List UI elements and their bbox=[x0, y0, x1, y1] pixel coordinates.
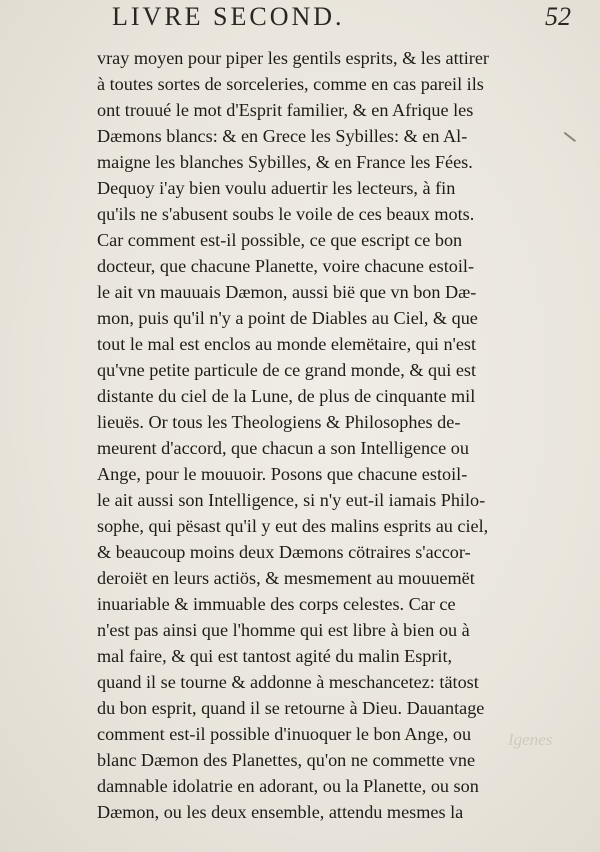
text-line: Car comment est-il possible, ce que escript ce bon bbox=[97, 230, 463, 250]
text-line: sophe, qui pësast qu'il y eut des malins esprits au ciel, bbox=[97, 516, 489, 536]
text-line: lieuës. Or tous les Theologiens & Philosophes de- bbox=[97, 412, 461, 432]
text-line: meurent d'accord, que chacun a son Intelligence ou bbox=[97, 438, 469, 458]
text-line: ont trouué le mot d'Esprit familier, & en Afrique les bbox=[97, 100, 474, 120]
text-line: & beaucoup moins deux Dæmons cötraires s'accor- bbox=[97, 542, 471, 562]
margin-mark bbox=[564, 132, 576, 142]
text-line: distante du ciel de la Lune, de plus de cinquante mil bbox=[97, 386, 476, 406]
body-text bbox=[97, 45, 489, 825]
text-line: mon, puis qu'il n'y a point de Diables au Ciel, & que bbox=[97, 308, 478, 328]
text-line: qu'vne petite particule de ce grand monde, & qui est bbox=[97, 360, 477, 380]
text-line: maigne les blanches Sybilles, & en France les Fées. bbox=[97, 152, 473, 172]
text-line: Dæmons blancs: & en Grece les Sybilles: & en Al- bbox=[97, 126, 468, 146]
text-line: Ange, pour le mouuoir. Posons que chacune estoil- bbox=[97, 464, 468, 484]
text-line: le ait aussi son Intelligence, si n'y eut-il iamais Philo- bbox=[97, 490, 486, 510]
bleed-through-text: Igenes bbox=[508, 730, 553, 749]
text-line: quand il se tourne & addonne à meschancetez: tätost bbox=[97, 672, 479, 692]
text-line: du bon esprit, quand il se retourne à Dieu. Dauantage bbox=[97, 698, 485, 718]
text-line: mal faire, & qui est tantost agité du malin Esprit, bbox=[97, 646, 453, 666]
text-line: inuariable & immuable des corps celestes. Car ce bbox=[97, 594, 456, 614]
text-line: n'est pas ainsi que l'homme qui est libre à bien ou à bbox=[97, 620, 470, 640]
text-line: Dequoy i'ay bien voulu aduertir les lecteurs, à fin bbox=[97, 178, 456, 198]
running-title: LIVRE SECOND. bbox=[112, 2, 345, 31]
text-line: damnable idolatrie en adorant, ou la Planette, ou son bbox=[97, 776, 479, 796]
text-line: docteur, que chacune Planette, voire chacune estoil- bbox=[97, 256, 474, 276]
page-header bbox=[0, 2, 600, 38]
text-line: à toutes sortes de sorceleries, comme en cas pareil ils bbox=[97, 74, 484, 94]
text-line: Dæmon, ou les deux ensemble, attendu mesmes la bbox=[97, 802, 464, 822]
text-line: deroiët en leurs actiös, & mesmement au mouuemët bbox=[97, 568, 475, 588]
text-line: comment est-il possible d'inuoquer le bon Ange, ou bbox=[97, 724, 472, 744]
text-line: tout le mal est enclos au monde elemëtaire, qui n'est bbox=[97, 334, 477, 354]
page-number: 52 bbox=[545, 2, 571, 31]
text-line: qu'ils ne s'abusent soubs le voile de ces beaux mots. bbox=[97, 204, 475, 224]
text-line: blanc Dæmon des Planettes, qu'on ne commette vne bbox=[97, 750, 476, 770]
text-line: vray moyen pour piper les gentils esprits, & les attirer bbox=[97, 48, 489, 68]
text-line: le ait vn mauuais Dæmon, aussi bië que vn bon Dæ- bbox=[97, 282, 477, 302]
